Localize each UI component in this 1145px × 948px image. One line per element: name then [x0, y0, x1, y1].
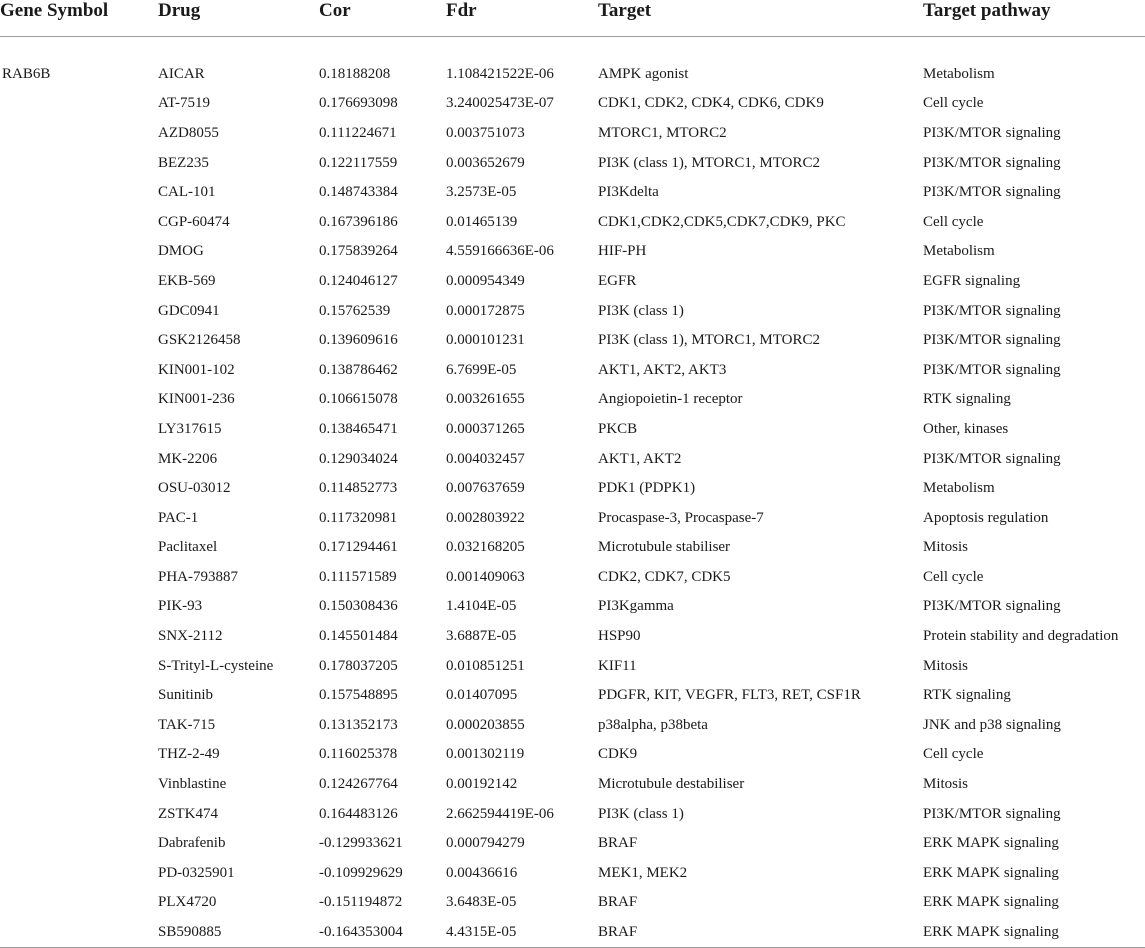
cell-cor: 0.178037205	[319, 657, 398, 674]
cell-gene-symbol	[0, 562, 158, 592]
cell-drug: Dabrafenib	[158, 835, 226, 852]
cell-target-pathway: PI3K/MTOR signaling	[923, 184, 1061, 201]
cell-target: Microtubule destabiliser	[598, 776, 745, 793]
header-gene-symbol: Gene Symbol	[0, 0, 158, 37]
cell-target: HSP90	[598, 628, 641, 645]
header-cor: Cor	[319, 0, 446, 37]
table-row	[0, 237, 1145, 267]
cell-gene-symbol	[0, 858, 158, 888]
cell-drug: AZD8055	[158, 124, 219, 141]
cell-target-pathway: Cell cycle	[923, 746, 984, 763]
table-row	[0, 118, 1145, 148]
cell-target-pathway: PI3K/MTOR signaling	[923, 805, 1061, 822]
cell-target: PI3K (class 1)	[598, 302, 684, 319]
cell-drug: GDC0941	[158, 302, 220, 319]
cell-target: Microtubule stabiliser	[598, 539, 731, 556]
cell-drug: GSK2126458	[158, 332, 241, 349]
cell-fdr: 3.240025473E-07	[446, 95, 554, 112]
cell-gene-symbol	[0, 592, 158, 622]
cell-cor: 0.129034024	[319, 450, 398, 467]
cell-target-pathway: ERK MAPK signaling	[923, 864, 1059, 881]
cell-cor: 0.18188208	[319, 65, 391, 82]
cell-target-pathway: PI3K/MTOR signaling	[923, 361, 1061, 378]
cell-fdr: 0.000101231	[446, 332, 525, 349]
cell-cor: 0.175839264	[319, 243, 398, 260]
cell-target: PDK1 (PDPK1)	[598, 480, 696, 497]
cell-drug: LY317615	[158, 420, 222, 437]
cell-cor: -0.129933621	[319, 835, 403, 852]
cell-drug: PLX4720	[158, 894, 217, 911]
cell-fdr: 0.004032457	[446, 450, 525, 467]
cell-drug: MK-2206	[158, 450, 218, 467]
cell-cor: 0.15762539	[319, 302, 391, 319]
header-target: Target	[598, 0, 923, 37]
cell-gene-symbol	[0, 148, 158, 178]
cell-drug: AICAR	[158, 65, 205, 82]
cell-gene-symbol	[0, 325, 158, 355]
table-row	[0, 562, 1145, 592]
cell-target-pathway: Metabolism	[923, 65, 995, 82]
cell-target-pathway: JNK and p38 signaling	[923, 716, 1061, 733]
cell-fdr: 0.000172875	[446, 302, 525, 319]
cell-target: CDK9	[598, 746, 638, 763]
cell-target: PKCB	[598, 420, 638, 437]
cell-target: AMPK agonist	[598, 65, 689, 82]
cell-gene-symbol	[0, 266, 158, 296]
cell-target-pathway: Mitosis	[923, 657, 969, 674]
cell-cor: 0.145501484	[319, 628, 398, 645]
cell-drug: OSU-03012	[158, 480, 231, 497]
table-body	[0, 37, 1145, 948]
cell-gene-symbol	[0, 888, 158, 918]
cell-drug: KIN001-102	[158, 361, 235, 378]
cell-target-pathway: Cell cycle	[923, 568, 984, 585]
cell-target-pathway: Protein stability and degradation	[923, 628, 1119, 645]
cell-gene-symbol	[0, 385, 158, 415]
cell-target: PDGFR, KIT, VEGFR, FLT3, RET, CSF1R	[598, 687, 861, 704]
cell-gene-symbol	[0, 710, 158, 740]
cell-gene-symbol	[0, 237, 158, 267]
cell-drug: THZ-2-49	[158, 746, 220, 763]
cell-gene-symbol	[0, 444, 158, 474]
cell-drug: PHA-793887	[158, 568, 239, 585]
cell-gene-symbol	[0, 177, 158, 207]
cell-target-pathway: Mitosis	[923, 776, 969, 793]
cell-target: AKT1, AKT2	[598, 450, 682, 467]
cell-drug: CGP-60474	[158, 213, 230, 230]
cell-drug: TAK-715	[158, 716, 216, 733]
table-row	[0, 680, 1145, 710]
cell-target: HIF-PH	[598, 243, 647, 260]
cell-drug: DMOG	[158, 243, 204, 260]
cell-fdr: 0.007637659	[446, 480, 525, 497]
cell-target: Angiopoietin-1 receptor	[598, 391, 743, 408]
cell-target: AKT1, AKT2, AKT3	[598, 361, 727, 378]
header-row	[0, 0, 1145, 37]
cell-cor: 0.117320981	[319, 509, 398, 526]
table-row	[0, 740, 1145, 770]
table-row	[0, 888, 1145, 918]
cell-fdr: 3.6887E-05	[446, 628, 517, 645]
cell-drug: PD-0325901	[158, 864, 235, 881]
cell-target-pathway: ERK MAPK signaling	[923, 917, 1145, 947]
cell-fdr: 0.032168205	[446, 539, 525, 556]
cell-target: Procaspase-3, Procaspase-7	[598, 509, 764, 526]
cell-cor: 0.164483126	[319, 805, 398, 822]
cell-cor: 0.148743384	[319, 184, 398, 201]
cell-cor: 0.124046127	[319, 272, 398, 289]
cell-gene-symbol	[0, 740, 158, 770]
cell-cor: 0.114852773	[319, 480, 398, 497]
cell-target-pathway: PI3K/MTOR signaling	[923, 450, 1061, 467]
cell-fdr: 0.000794279	[446, 835, 525, 852]
table-row	[0, 177, 1145, 207]
table-row	[0, 651, 1145, 681]
cell-gene-symbol: RAB6B	[2, 65, 51, 82]
cell-cor: 0.106615078	[319, 391, 398, 408]
table-row	[0, 473, 1145, 503]
table-row	[0, 296, 1145, 326]
cell-gene-symbol	[0, 414, 158, 444]
cell-drug: BEZ235	[158, 154, 209, 171]
cell-cor: 0.176693098	[319, 95, 398, 112]
cell-gene-symbol	[0, 917, 158, 947]
cell-fdr: 0.00436616	[446, 864, 518, 881]
cell-fdr: 4.559166636E-06	[446, 243, 554, 260]
cell-cor: 0.131352173	[319, 716, 398, 733]
cell-target-pathway: ERK MAPK signaling	[923, 894, 1059, 911]
cell-target-pathway: Mitosis	[923, 539, 969, 556]
cell-target-pathway: Metabolism	[923, 243, 995, 260]
cell-target: EGFR	[598, 272, 637, 289]
table-row	[0, 385, 1145, 415]
table-row	[0, 414, 1145, 444]
cell-fdr: 6.7699E-05	[446, 361, 517, 378]
cell-gene-symbol	[0, 503, 158, 533]
cell-target: PI3K (class 1), MTORC1, MTORC2	[598, 154, 820, 171]
cell-drug: KIN001-236	[158, 391, 235, 408]
cell-gene-symbol	[0, 207, 158, 237]
cell-cor: 0.138786462	[319, 361, 398, 378]
header-drug: Drug	[158, 0, 319, 37]
table-row	[0, 592, 1145, 622]
cell-target-pathway: PI3K/MTOR signaling	[923, 598, 1061, 615]
cell-cor: 0.122117559	[319, 154, 398, 171]
cell-target: CDK2, CDK7, CDK5	[598, 568, 731, 585]
cell-cor: 0.139609616	[319, 332, 398, 349]
cell-cor: 0.111224671	[319, 124, 397, 141]
table-row	[0, 444, 1145, 474]
table-row	[0, 37, 1145, 89]
cell-cor: 0.124267764	[319, 776, 398, 793]
cell-cor: 0.150308436	[319, 598, 398, 615]
table-row	[0, 917, 1145, 947]
table-row	[0, 769, 1145, 799]
cell-gene-symbol	[0, 769, 158, 799]
table-row	[0, 266, 1145, 296]
table-row	[0, 799, 1145, 829]
cell-target: PI3K (class 1), MTORC1, MTORC2	[598, 332, 820, 349]
cell-fdr: 0.003652679	[446, 154, 525, 171]
cell-cor: 0.116025378	[319, 746, 398, 763]
cell-gene-symbol	[0, 355, 158, 385]
cell-fdr: 2.662594419E-06	[446, 805, 554, 822]
cell-fdr: 0.001409063	[446, 568, 525, 585]
cell-fdr: 0.00192142	[446, 776, 518, 793]
cell-gene-symbol	[0, 118, 158, 148]
cell-target: p38alpha, p38beta	[598, 716, 708, 733]
cell-cor: -0.164353004	[319, 917, 446, 947]
header-fdr: Fdr	[446, 0, 598, 37]
cell-drug: EKB-569	[158, 272, 216, 289]
cell-gene-symbol	[0, 296, 158, 326]
cell-gene-symbol	[0, 533, 158, 563]
cell-target-pathway: EGFR signaling	[923, 272, 1021, 289]
table-row	[0, 148, 1145, 178]
cell-drug: SNX-2112	[158, 628, 223, 645]
cell-target: CDK1, CDK2, CDK4, CDK6, CDK9	[598, 95, 824, 112]
cell-target-pathway: PI3K/MTOR signaling	[923, 154, 1061, 171]
cell-target: CDK1,CDK2,CDK5,CDK7,CDK9, PKC	[598, 213, 846, 230]
cell-target: KIF11	[598, 657, 637, 674]
cell-fdr: 0.000371265	[446, 420, 525, 437]
table-row	[0, 355, 1145, 385]
cell-target: BRAF	[598, 917, 923, 947]
cell-gene-symbol	[0, 621, 158, 651]
cell-fdr: 0.000203855	[446, 716, 525, 733]
table-row	[0, 503, 1145, 533]
table-row	[0, 828, 1145, 858]
cell-fdr: 0.000954349	[446, 272, 525, 289]
cell-gene-symbol	[0, 473, 158, 503]
cell-target: BRAF	[598, 894, 638, 911]
cell-gene-symbol	[0, 828, 158, 858]
cell-fdr: 0.010851251	[446, 657, 525, 674]
cell-target: BRAF	[598, 835, 638, 852]
cell-fdr: 1.4104E-05	[446, 598, 517, 615]
cell-fdr: 0.003751073	[446, 124, 525, 141]
cell-target-pathway: PI3K/MTOR signaling	[923, 332, 1061, 349]
cell-fdr: 3.6483E-05	[446, 894, 517, 911]
table-row	[0, 710, 1145, 740]
cell-target-pathway: Metabolism	[923, 480, 995, 497]
cell-fdr: 0.01465139	[446, 213, 518, 230]
cell-target: PI3Kdelta	[598, 184, 659, 201]
cell-drug: ZSTK474	[158, 805, 218, 822]
cell-fdr: 3.2573E-05	[446, 184, 517, 201]
cell-target-pathway: Apoptosis regulation	[923, 509, 1049, 526]
cell-target-pathway: RTK signaling	[923, 391, 1011, 408]
table-row	[0, 325, 1145, 355]
cell-drug: S-Trityl-L-cysteine	[158, 657, 274, 674]
cell-target-pathway: Other, kinases	[923, 420, 1009, 437]
cell-drug: SB590885	[158, 917, 319, 947]
cell-drug: CAL-101	[158, 184, 216, 201]
table-row	[0, 533, 1145, 563]
cell-cor: 0.138465471	[319, 420, 398, 437]
cell-cor: 0.111571589	[319, 568, 397, 585]
cell-target-pathway: Cell cycle	[923, 95, 984, 112]
cell-target: MTORC1, MTORC2	[598, 124, 727, 141]
cell-fdr: 0.003261655	[446, 391, 525, 408]
cell-cor: 0.167396186	[319, 213, 398, 230]
cell-target-pathway: ERK MAPK signaling	[923, 835, 1059, 852]
table-row	[0, 207, 1145, 237]
cell-cor: -0.151194872	[319, 894, 403, 911]
table-row	[0, 858, 1145, 888]
cell-gene-symbol	[0, 651, 158, 681]
cell-fdr: 0.01407095	[446, 687, 518, 704]
cell-cor: 0.171294461	[319, 539, 398, 556]
cell-gene-symbol	[0, 680, 158, 710]
cell-cor: -0.109929629	[319, 864, 403, 881]
table-row	[0, 89, 1145, 119]
cell-target-pathway: PI3K/MTOR signaling	[923, 302, 1061, 319]
cell-gene-symbol	[0, 89, 158, 119]
cell-drug: Vinblastine	[158, 776, 227, 793]
header-target-pathway: Target pathway	[923, 0, 1145, 37]
cell-target: MEK1, MEK2	[598, 864, 688, 881]
cell-fdr: 0.001302119	[446, 746, 525, 763]
cell-target-pathway: PI3K/MTOR signaling	[923, 124, 1061, 141]
cell-drug: Sunitinib	[158, 687, 214, 704]
cell-drug: AT-7519	[158, 95, 210, 112]
cell-cor: 0.157548895	[319, 687, 398, 704]
cell-fdr: 1.108421522E-06	[446, 65, 554, 82]
cell-target-pathway: Cell cycle	[923, 213, 984, 230]
cell-target-pathway: RTK signaling	[923, 687, 1011, 704]
cell-fdr: 0.002803922	[446, 509, 525, 526]
cell-gene-symbol	[0, 799, 158, 829]
cell-target: PI3Kgamma	[598, 598, 674, 615]
cell-drug: PIK-93	[158, 598, 203, 615]
table-header	[0, 0, 1145, 37]
table-row	[0, 621, 1145, 651]
cell-target: PI3K (class 1)	[598, 805, 684, 822]
cell-drug: PAC-1	[158, 509, 199, 526]
cell-drug: Paclitaxel	[158, 539, 218, 556]
cell-fdr: 4.4315E-05	[446, 917, 598, 947]
